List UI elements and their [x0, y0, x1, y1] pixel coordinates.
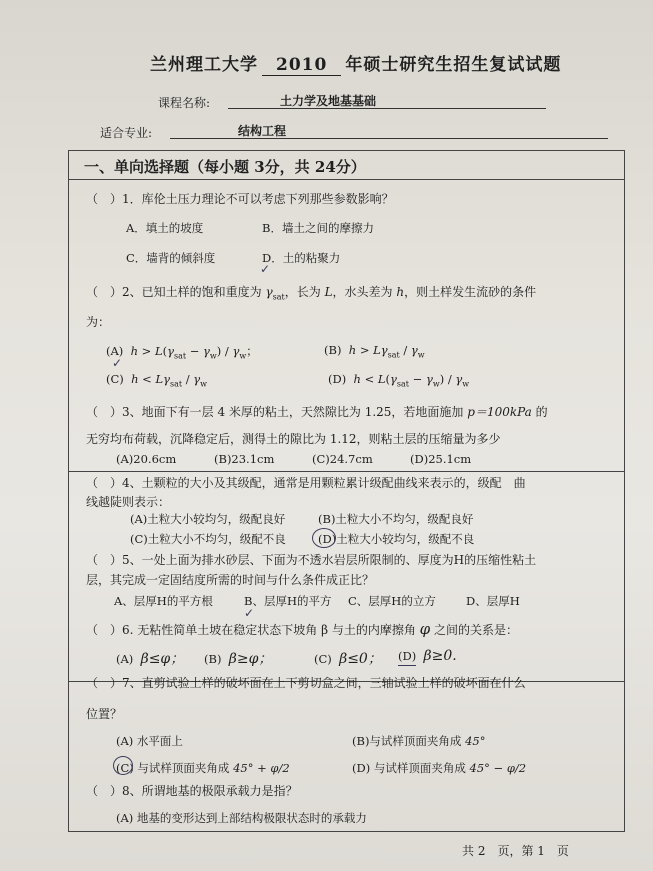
q1-option-a: A．填土的坡度 — [126, 221, 204, 235]
page-footer: 共 2 页，第 1 页 — [462, 844, 569, 858]
q2-option-d: (D) $h < L(\gamma_{sat} - \gamma_w) / \gamma_w$ — [328, 372, 470, 389]
q4-answer-circle — [312, 528, 336, 548]
q4-option-d: (D)土粒大小较均匀，级配不良 — [318, 532, 475, 546]
title-university: 兰州理工大学 — [150, 55, 258, 75]
major-underline — [170, 138, 608, 139]
major-label: 适合专业: — [100, 126, 153, 140]
q7-option-d: (D) 与试样顶面夹角成 45° − φ/2 — [352, 761, 527, 775]
q7-stem-2: 位置？ — [86, 707, 123, 721]
q6-option-a: (A) β≤φ； — [116, 651, 185, 667]
q6-option-b: (B) β≥φ； — [204, 651, 273, 667]
q6-stem: （ ）6. 无粘性简单土坡在稳定状态下坡角 β 与土的内摩擦角 φ 之间的关系是： — [86, 620, 519, 638]
title-year: 2010 — [262, 55, 341, 76]
q1-option-b: B．墙土之间的摩擦力 — [262, 221, 374, 235]
q3-option-d: (D)25.1cm — [410, 452, 472, 466]
q5-option-a: A、层厚H的平方根 — [114, 594, 213, 608]
q5-option-b: B、层厚H的平方 — [244, 594, 332, 608]
q3-stem-2: 无穷均布荷载，沉降稳定后，测得土的隙比为 1.12，则粘土层的压缩量为多少 — [86, 432, 501, 446]
q5-option-c: C、层厚H的立方 — [348, 594, 436, 608]
q7-answer-circle — [113, 756, 133, 775]
q5-stem-2: 层，其完成一定固结度所需的时间与什么条件成正比？ — [86, 573, 375, 587]
q6-option-c: (C) β≤0； — [314, 651, 382, 667]
q7-stem: （ ）7、直剪试验土样的破坏面在上下剪切盒之间，三轴试验土样的破坏面在什么 — [86, 676, 526, 690]
q1-stem: （ ）1．库伦土压力理论不可以考虑下列那些参数影响？ — [86, 192, 394, 206]
q3-option-a: (A)20.6cm — [116, 452, 177, 466]
section-title: 一、单向选择题（每小题 3分，共 24分） — [84, 158, 366, 176]
box-divider — [69, 179, 624, 180]
q4-stem: （ ）4、土颗粒的大小及其级配，通常是用颗粒累计级配曲线来表示的，级配 曲 — [86, 476, 526, 490]
q8-stem: （ ）8、所谓地基的极限承载力是指？ — [86, 784, 298, 798]
q4-stem-2: 线越陡则表示： — [86, 495, 171, 509]
q1-option-d: D．土的粘聚力 — [262, 251, 341, 265]
q6-answer-underline — [398, 665, 416, 666]
q7-option-b: (B)与试样顶面夹角成 45° — [352, 734, 486, 748]
q1-option-c: C．墙背的倾斜度 — [126, 251, 216, 265]
course-label: 课程名称: — [158, 96, 211, 110]
q5-option-d: D、层厚H — [466, 594, 520, 608]
title-rest: 年硕士研究生招生复试试题 — [345, 55, 562, 75]
course-underline — [228, 108, 546, 109]
q3-stem: （ ）3、地面下有一层 4 米厚的粘土，天然隙比为 1.25，若地面施加 p＝100kPa 的 — [86, 405, 548, 419]
q6-option-d: (D) β≥0. — [398, 648, 457, 664]
q1-answer-tick: ✓ — [260, 262, 271, 276]
q4-option-c: (C)土粒大小不均匀，级配不良 — [130, 532, 286, 546]
q8-option-a: (A) 地基的变形达到上部结构极限状态时的承载力 — [116, 811, 367, 825]
q2-stem: （ ）2、已知土样的饱和重度为 $\gamma_{sat}$，长为 L，水头差为 h，则土样发生流砂的条件 — [86, 285, 537, 302]
q4-option-b: (B)土粒大小不均匀，级配良好 — [318, 512, 474, 526]
q5-answer-tick: ✓ — [244, 606, 255, 620]
q3-option-c: (C)24.7cm — [312, 452, 373, 466]
q7-option-a: (A) 水平面上 — [116, 734, 183, 748]
q3-option-b: (B)23.1cm — [214, 452, 275, 466]
course-value: 土力学及地基基础 — [280, 94, 377, 108]
q2-option-a: (A) $h > L(\gamma_{sat} - \gamma_w) / \gamma_w$； — [106, 344, 258, 361]
major-value: 结构工程 — [238, 124, 287, 138]
q2-answer-tick: ✓ — [112, 356, 123, 370]
exam-title — [150, 50, 561, 76]
q5-stem: （ ）5、一处上面为排水砂层、下面为不透水岩层所限制的、厚度为H的压缩性粘土 — [86, 553, 537, 567]
q2-option-c: (C) $h < L\gamma_{sat} / \gamma_w$ — [106, 372, 207, 389]
q4-option-a: (A)土粒大小较均匀，级配良好 — [130, 512, 286, 526]
q7-option-c: (C) 与试样顶面夹角成 45° + φ/2 — [116, 761, 290, 775]
q2-option-b: (B) $h > L\gamma_{sat} / \gamma_w$ — [324, 343, 425, 360]
box-fold-line — [69, 471, 624, 472]
q2-stem-2: 为： — [86, 315, 111, 329]
